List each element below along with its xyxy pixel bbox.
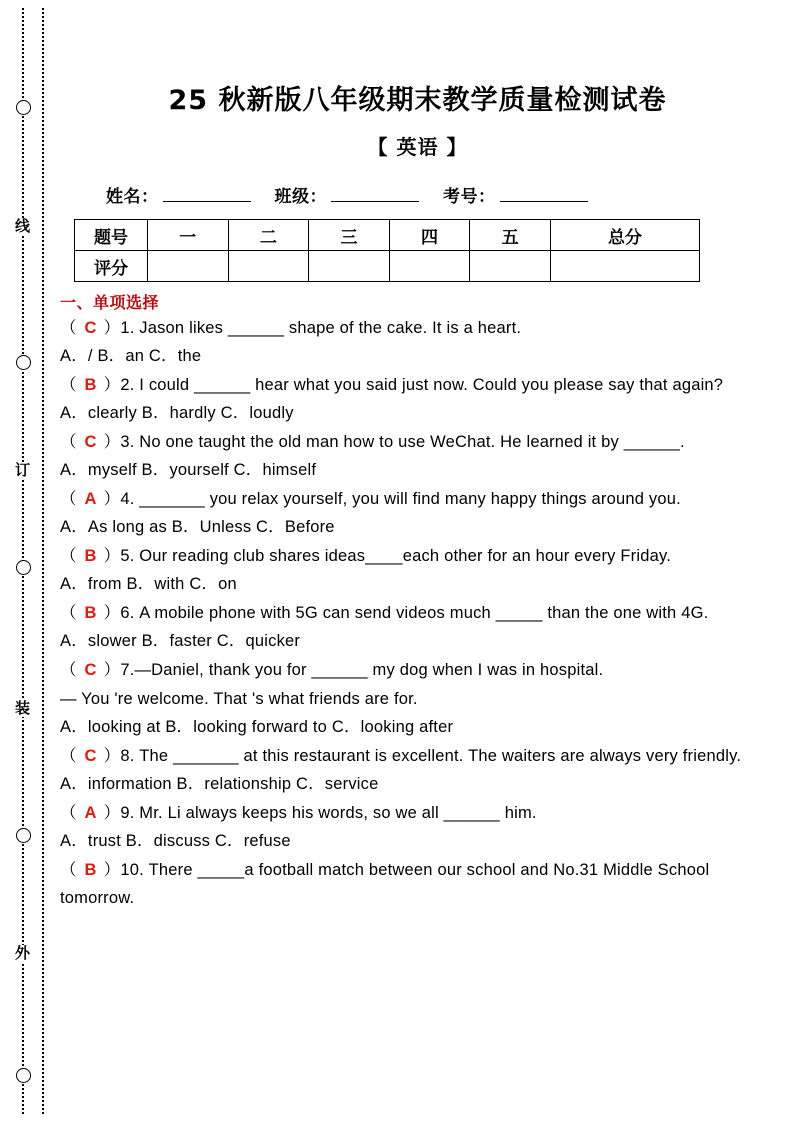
exam-page	[60, 0, 775, 1122]
class-input-blank[interactable]	[331, 201, 419, 202]
binding-margin	[0, 0, 58, 1122]
bracket-open: （	[60, 319, 78, 337]
score-table-header-0: 题号	[75, 220, 148, 251]
class-label: 班级：	[274, 187, 327, 207]
bracket-open: （	[60, 547, 78, 565]
binding-circle	[16, 828, 31, 843]
bracket-open: （	[60, 661, 78, 679]
binding-label-xian: 线	[14, 218, 31, 235]
bracket-open: （	[60, 376, 78, 394]
question-3	[60, 428, 775, 456]
score-table-header-4: 四	[389, 220, 470, 251]
score-table-header-5: 五	[470, 220, 551, 251]
question-4	[60, 485, 775, 513]
question-7-options: A．looking at B．looking forward to C．looking after	[60, 718, 454, 736]
answer-6: B	[84, 604, 97, 622]
question-list	[60, 314, 775, 912]
answer-10: B	[84, 861, 97, 879]
dashed-line-inner	[42, 8, 44, 1114]
question-10-stem: ）10. There _____a football match between our school and No.31 Middle School tomorrow.	[60, 861, 710, 907]
score-cell[interactable]	[228, 251, 309, 282]
binding-circle	[16, 1068, 31, 1083]
question-9	[60, 799, 775, 827]
question-7	[60, 656, 775, 684]
bracket-open: （	[60, 804, 78, 822]
answer-8: C	[84, 747, 97, 765]
table-row	[75, 251, 700, 282]
question-8-options: A．information B．relationship C．service	[60, 775, 379, 793]
question-2-stem: ）2. I could ______ hear what you said just now. Could you please say that again?	[103, 376, 724, 394]
question-3-options: A．myself B．yourself C．himself	[60, 461, 317, 479]
question-5-stem: ）5. Our reading club shares ideas____each other for an hour every Friday.	[103, 547, 671, 565]
binding-circle	[16, 100, 31, 115]
score-cell[interactable]	[389, 251, 470, 282]
question-9-stem: ）9. Mr. Li always keeps his words, so we all ______ him.	[103, 804, 537, 822]
score-cell[interactable]	[550, 251, 699, 282]
binding-label-wai: 外	[14, 945, 31, 962]
score-table-header-2: 二	[228, 220, 309, 251]
question-9-options: A．trust B．discuss C．refuse	[60, 832, 291, 850]
binding-label-zhuang: 装	[14, 700, 31, 717]
page-subtitle: 【 英语 】	[367, 135, 468, 159]
score-cell[interactable]	[470, 251, 551, 282]
bracket-open: （	[60, 861, 78, 879]
answer-7: C	[84, 661, 97, 679]
question-5	[60, 542, 775, 570]
answer-3: C	[84, 433, 97, 451]
question-4-options: A．As long as B．Unless C．Before	[60, 518, 335, 536]
question-7-stem: ）7.—Daniel, thank you for ______ my dog when I was in hospital.	[103, 661, 604, 679]
score-row-label: 评分	[75, 251, 148, 282]
bracket-open: （	[60, 747, 78, 765]
question-1-options: A．/ B．an C．the	[60, 347, 202, 365]
question-8-stem: ）8. The _______ at this restaurant is excellent. The waiters are always very friendly.	[103, 747, 742, 765]
section-heading: 一、单项选择	[60, 293, 160, 312]
question-6-stem: ）6. A mobile phone with 5G can send videos much _____ than the one with 4G.	[103, 604, 709, 622]
bracket-open: （	[60, 490, 78, 508]
question-6-options: A．slower B．faster C．quicker	[60, 632, 301, 650]
score-cell[interactable]	[309, 251, 390, 282]
question-1	[60, 314, 775, 342]
page-title: 25 秋新版八年级期末教学质量检测试卷	[168, 85, 667, 116]
score-table-header-1: 一	[148, 220, 229, 251]
binding-label-ding: 订	[14, 462, 31, 479]
question-5-options: A．from B．with C．on	[60, 575, 237, 593]
exam-number-input-blank[interactable]	[500, 201, 588, 202]
question-3-stem: ）3. No one taught the old man how to use WeChat. He learned it by ______.	[103, 433, 685, 451]
question-4-stem: ）4. _______ you relax yourself, you will find many happy things around you.	[103, 490, 681, 508]
score-table-header-3: 三	[309, 220, 390, 251]
binding-circle	[16, 355, 31, 370]
answer-1: C	[84, 319, 97, 337]
answer-5: B	[84, 547, 97, 565]
answer-2: B	[84, 376, 97, 394]
question-8	[60, 742, 775, 770]
answer-4: A	[84, 490, 97, 508]
score-table	[74, 219, 700, 282]
question-7-dialogue: — You 're welcome. That 's what friends are for.	[60, 690, 418, 708]
answer-9: A	[84, 804, 97, 822]
name-label: 姓名：	[106, 187, 159, 207]
question-2-options: A．clearly B．hardly C．loudly	[60, 404, 294, 422]
question-1-stem: ）1. Jason likes ______ shape of the cake. It is a heart.	[103, 319, 522, 337]
name-input-blank[interactable]	[163, 201, 251, 202]
bracket-open: （	[60, 604, 78, 622]
question-6	[60, 599, 775, 627]
student-info-line	[60, 182, 775, 207]
exam-number-label: 考号：	[443, 187, 496, 207]
bracket-open: （	[60, 433, 78, 451]
score-table-header-6: 总分	[550, 220, 699, 251]
question-10	[60, 856, 775, 912]
binding-circle	[16, 560, 31, 575]
question-2	[60, 371, 775, 399]
table-row	[75, 220, 700, 251]
score-cell[interactable]	[148, 251, 229, 282]
